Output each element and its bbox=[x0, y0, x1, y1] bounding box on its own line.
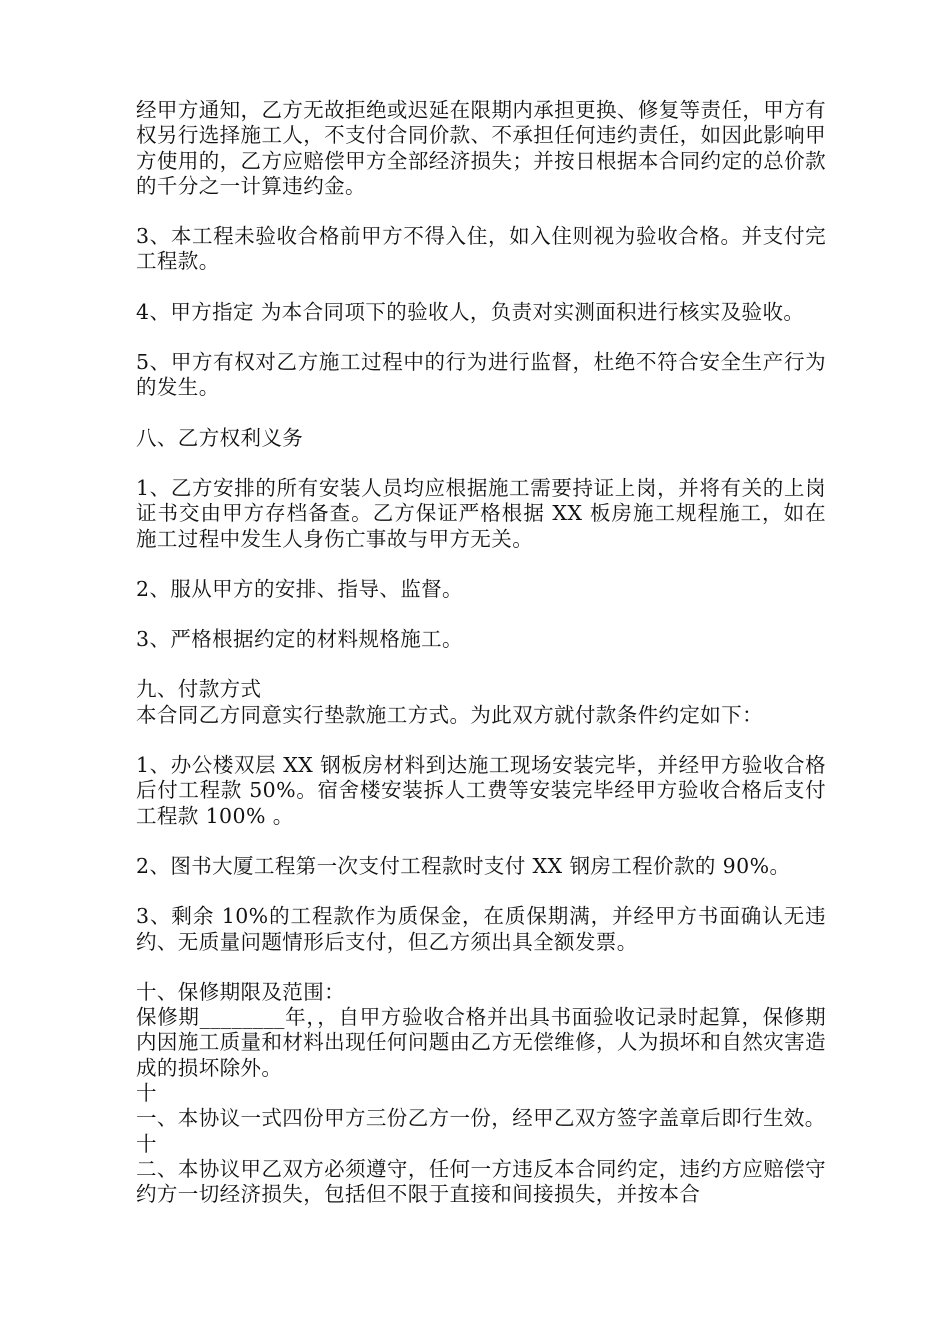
section-heading-8: 八、乙方权利义务 bbox=[136, 425, 304, 450]
paragraph-clause-8-2: 2、服从甲方的安排、指导、监督。 bbox=[136, 576, 463, 601]
paragraph-clause-7-4: 4、甲方指定 为本合同项下的验收人，负责对实测面积进行核实及验收。 bbox=[136, 299, 805, 324]
section-heading-10: 十、保修期限及范围： bbox=[136, 979, 345, 1004]
paragraph-clause-7-3: 3、本工程未验收合格前甲方不得入住，如入住则视为验收合格。并支付完工程款。 bbox=[136, 224, 826, 274]
paragraph-clause-9-1: 1、办公楼双层 XX 钢板房材料到达施工现场安装完毕，并经甲方验收合格后付工程款 50%。宿舍楼安装拆人工费等安装完毕经甲方验收合格后支付工程款 100% 。 bbox=[136, 753, 826, 828]
paragraph-clause-9-2: 2、图书大厦工程第一次支付工程款时支付 XX 钢房工程价款的 90%。 bbox=[136, 853, 791, 878]
paragraph-clause-8-3: 3、严格根据约定的材料规格施工。 bbox=[136, 627, 463, 652]
paragraph-clause-7-5: 5、甲方有权对乙方施工过程中的行为进行监督，杜绝不符合安全生产行为的发生。 bbox=[136, 350, 826, 400]
paragraph-payment-intro: 本合同乙方同意实行垫款施工方式。为此双方就付款条件约定如下： bbox=[136, 702, 763, 727]
paragraph-clause-11: 一、本协议一式四份甲方三份乙方一份，经甲乙双方签字盖章后即行生效。 bbox=[136, 1106, 826, 1131]
paragraph-clause-12: 二、本协议甲乙双方必须遵守，任何一方违反本合同约定，违约方应赔偿守约方一切经济损失，包括但不限于直接和间接损失，并按本合 bbox=[136, 1156, 826, 1207]
paragraph-penalty-clause: 经甲方通知，乙方无故拒绝或迟延在限期内承担更换、修复等责任，甲方有权另行选择施工人，不支付合同价款、不承担任何违约责任，如因此影响甲方使用的，乙方应赔偿甲方全部经济损失；并按日根据本合同约定的总价款的千分之一计算违约金。 bbox=[136, 98, 826, 198]
paragraph-warranty: 保修期________年，，自甲方验收合格并出具书面验收记录时起算，保修期内因施工质量和材料出现任何问题由乙方无偿维修，人为损坏和自然灾害造成的损坏除外。 bbox=[136, 1005, 826, 1080]
paragraph-clause-8-1: 1、乙方安排的所有安装人员均应根据施工需要持证上岗，并将有关的上岗证书交由甲方存档备查。乙方保证严格根据 XX 板房施工规程施工，如在施工过程中发生人身伤亡事故与甲方无关。 bbox=[136, 475, 826, 551]
paragraph-clause-9-3: 3、剩余 10%的工程款作为质保金，在质保期满，并经甲方书面确认无违约、无质量问题情形后支付，但乙方须出具全额发票。 bbox=[136, 904, 826, 954]
section-heading-9: 九、付款方式 bbox=[136, 677, 262, 702]
section-heading-11-prefix: 十 bbox=[136, 1081, 157, 1106]
section-heading-12-prefix: 十 bbox=[136, 1131, 157, 1156]
document-body bbox=[136, 98, 826, 1208]
